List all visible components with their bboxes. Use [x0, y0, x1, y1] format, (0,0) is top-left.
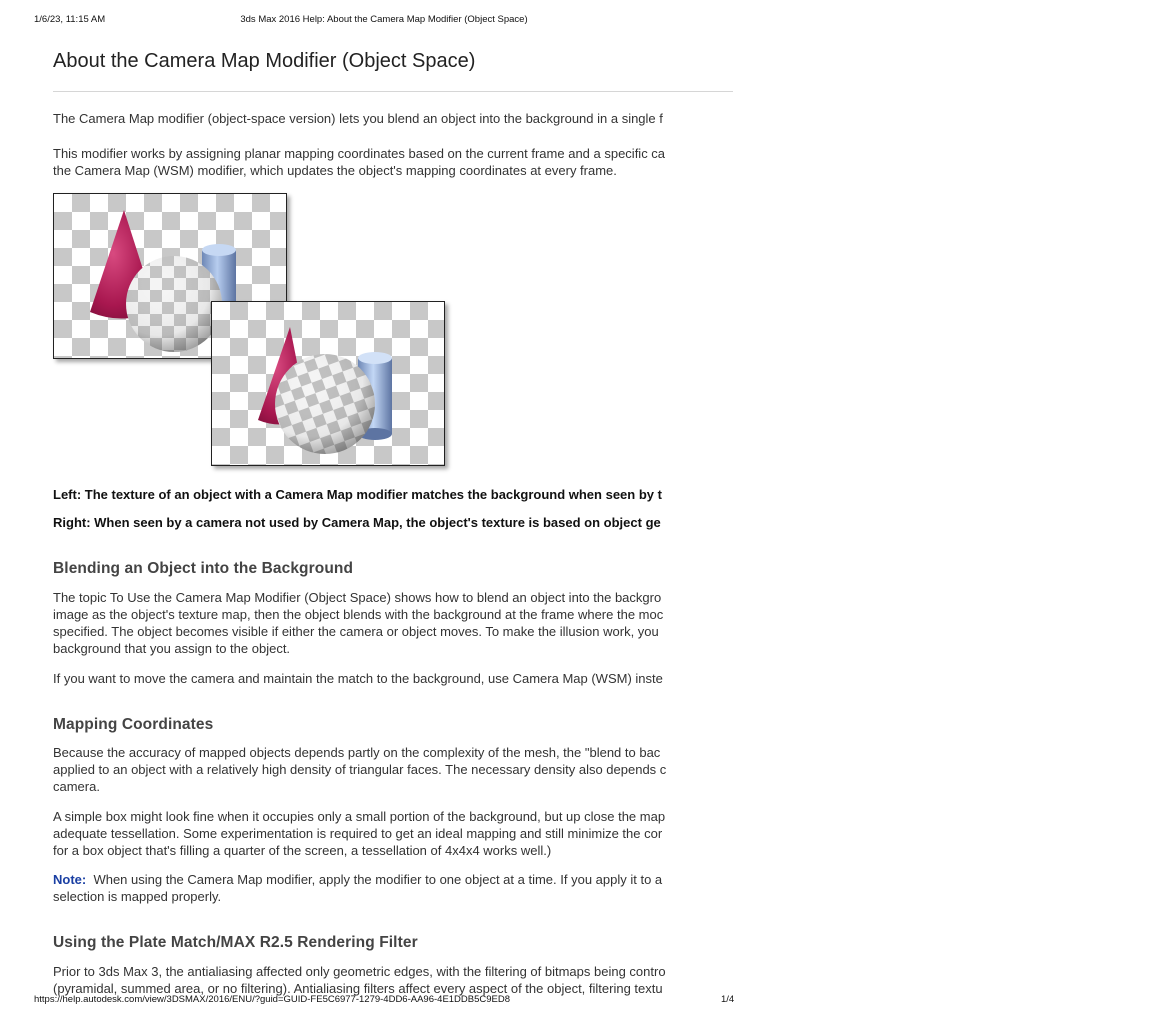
- note-text: When using the Camera Map modifier, apply the modifier to one object at a time. If you apply it to a: [93, 872, 663, 887]
- print-header: [0, 14, 768, 28]
- plate-match-section: [53, 963, 733, 996]
- caption-right: Right: When seen by a camera not used by Camera Map, the object's texture is based on object ge: [53, 515, 661, 530]
- blending-section: [53, 589, 733, 689]
- caption-left: Left: The texture of an object with a Camera Map modifier matches the background when seen by t: [53, 487, 662, 502]
- print-page-title: 3ds Max 2016 Help: About the Camera Map Modifier (Object Space): [240, 14, 528, 25]
- blending-paragraph-2: If you want to move the camera and maintain the match to the background, use Camera Map (WSM) inste: [53, 671, 663, 686]
- page-url-link[interactable]: https://help.autodesk.com/view/3DSMAX/2016/ENU/?guid=GUID-FE5C6977-1279-4DD6-AA96-4E1DDB5C9ED8: [34, 994, 511, 1005]
- heading-plate-match: Using the Plate Match/MAX R2.5 Rendering Filter: [53, 934, 418, 951]
- title-divider: [53, 91, 733, 92]
- print-footer: [0, 994, 768, 1008]
- heading-blending: Blending an Object into the Background: [53, 560, 354, 577]
- mapping-paragraph-1: Because the accuracy of mapped objects depends partly on the complexity of the mesh, the "blend to bac applied to an object with a relatively high density of triangular faces. The necessary density also depends c camera.: [53, 745, 667, 794]
- note-label: Note:: [53, 872, 87, 887]
- figure-captions: [53, 486, 733, 536]
- mapping-section: [53, 744, 733, 909]
- intro-paragraph-2: This modifier works by assigning planar mapping coordinates based on the current frame and a specific ca the Camera Map (WSM) modifier, which updates the object's mapping coordinates at every frame.: [53, 146, 666, 178]
- page-title: About the Camera Map Modifier (Object Space): [53, 50, 476, 72]
- page-number: 1/4: [721, 994, 735, 1005]
- mapping-paragraph-2: A simple box might look fine when it occupies only a small portion of the background, but up close the map adequate tessellation. Some experimentation is required to get an ideal mapping and still minimize the cor for a box object that's filling a quarter of the screen, a tessellation of 4x4x4 works well.): [53, 809, 666, 858]
- print-date: 1/6/23, 11:15 AM: [34, 14, 106, 25]
- blending-paragraph-1: The topic To Use the Camera Map Modifier (Object Space) shows how to blend an object into the backgro image as the object's texture map, then the object blends with the background at the frame where the moc specified. The object becomes visible if either the camera or object moves. To make the illusion work, you background that you assign to the object.: [53, 590, 664, 656]
- note-paragraph: Note: When using the Camera Map modifier, apply the modifier to one object at a time. If you apply it to a selection is mapped properly.: [53, 872, 663, 904]
- heading-mapping-coordinates: Mapping Coordinates: [53, 716, 214, 733]
- plate-match-paragraph: Prior to 3ds Max 3, the antialiasing affected only geometric edges, with the filtering of bitmaps being contro (pyramidal, summed area, or no filtering). Antialiasing filters affect every aspect of the object, filtering textu: [53, 964, 666, 996]
- intro-section: [53, 110, 733, 186]
- figure-right-other-camera-view: [211, 301, 445, 466]
- intro-paragraph-1: The Camera Map modifier (object-space version) lets you blend an object into the background in a single f: [53, 111, 663, 126]
